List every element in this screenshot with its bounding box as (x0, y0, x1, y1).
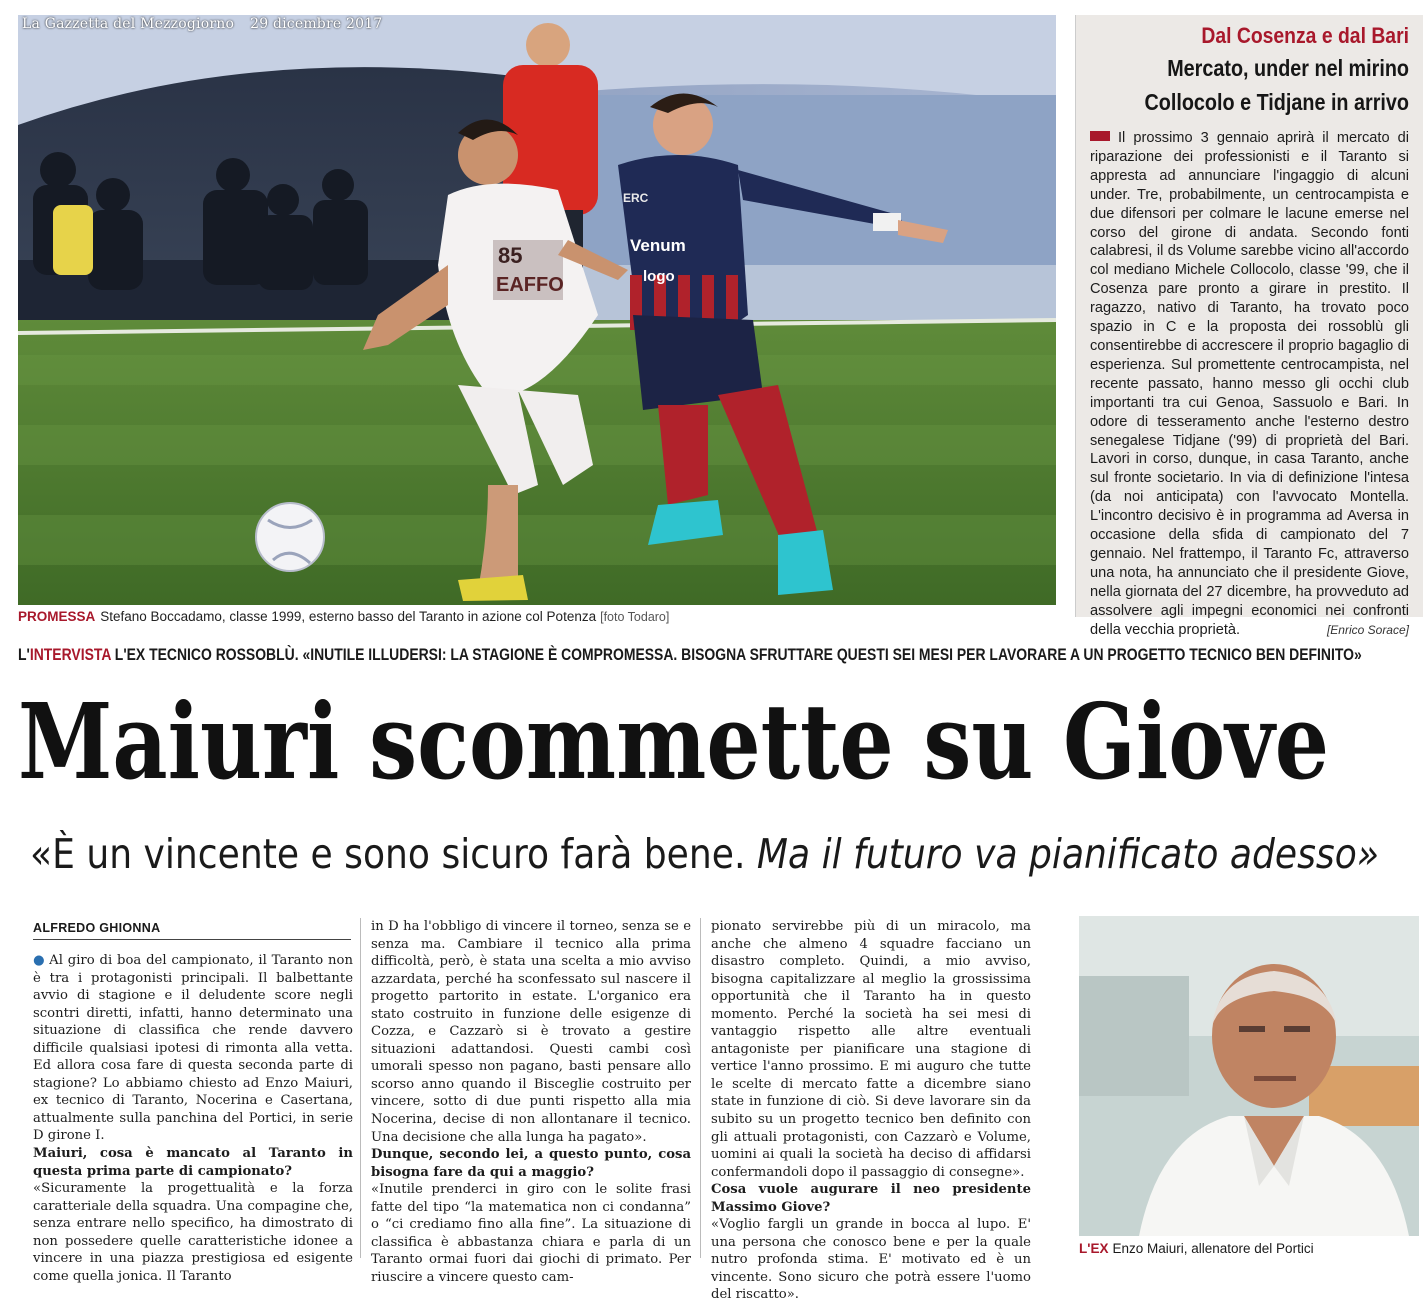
interview-question-1: Maiuri, cosa è mancato al Taranto in questa prima parte di campionato? (33, 1146, 353, 1179)
newspaper-name: La Gazzetta del Mezzogiorno (22, 16, 235, 32)
match-photo-illustration (18, 15, 1056, 605)
interview-question-2: Dunque, secondo lei, a questo punto, cosa bisogna fare da qui a maggio? (371, 1147, 691, 1180)
red-square-marker-icon (1090, 131, 1110, 141)
article-column-3 (711, 918, 1031, 1304)
article-column-1 (33, 952, 353, 1285)
portrait-caption-kicker: L'EX (1079, 1241, 1109, 1256)
subheadline (30, 826, 1403, 882)
masthead (22, 16, 382, 32)
bullet-icon: ● (33, 953, 46, 968)
jersey-sponsor-logo: logo (643, 268, 675, 285)
byline: ALFREDO GHIONNA (33, 921, 161, 935)
column-3-paragraph-2: «Voglio fargli un grande in bocca al lupo. E' una persona che conosco bene e per la quale nutro profonda stima. E' motivato ed è un vincente. Sono sicuro che potrà essere l'uomo del riscatto». (711, 1217, 1031, 1303)
portrait-photo (1079, 916, 1419, 1236)
sidebar-signature: [Enrico Sorace] (1326, 622, 1409, 637)
photo-credit: [foto Todaro] (600, 610, 670, 624)
photo-caption-text: Stefano Boccadamo, classe 1999, esterno basso del Taranto in azione col Potenza (100, 609, 597, 624)
column-2-paragraph-1: in D ha l'obbligo di vincere il torneo, senza se e senza ma. Cambiare il tecnico alla prima difficoltà, però, è stata una scelta a mio avviso azzardata, perché ha sconfessato sul nascere il progetto partorito in estate. L'organico era stato costruito in funzione delle esigenze di Cozza, e Cazzarò si è trovato a gestire situazioni adattandosi. Questi cambi così umorali spesso non pagano, basti pensare allo scorso anno quando il Bisceglie costruito per vincere, sotto di due punti rispetto alla mia Nocerina, decise di non allontanare il tecnico. Una decisione che alla lunga ha pagato». (371, 919, 691, 1145)
issue-date: 29 dicembre 2017 (250, 16, 383, 32)
interview-strap (18, 645, 1362, 665)
interview-question-3: Cosa vuole augurare il neo presidente Massimo Giove? (711, 1182, 1031, 1215)
photo-caption (18, 609, 1058, 624)
column-divider (360, 918, 361, 1258)
jersey-brand-erc: ERC (623, 191, 649, 205)
column-3-paragraph-1: pionato servirebbe più di un miracolo, ma anche che almeno 4 squadre facciano un disastro completo. Quindi, a mio avviso, bisogna capitalizzare al meglio la grossissima opportunità che il Taranto ha in questo momento. Perché la società ha sei mesi di vantaggio rispetto alle altre eventuali antagoniste per pianificare una stagione di vertice l'anno prossimo. E mi auguro che tutte le scelte di mercato fatte a dicembre siano state in funzione di ciò. Si deve lavorare sin da subito su un progetto tecnico ben definito con gli attuali protagonisti, con Cazzarò e Volume, uomini ai quali la società ha deciso di affidarsi confermandoli dopo il passaggio di consegne». (711, 919, 1031, 1180)
strap-label-tail: INTERVISTA (29, 645, 111, 664)
strap-label (18, 645, 111, 664)
column-2-paragraph-2: «Inutile prenderci in giro con le solite frasi fatte del tipo “la matematica non ci condanna” o “ci crediamo fino alla fine”. La situazione di classifica è abbastanza chiara e parla di un Taranto ormai fuori dai giochi di primato. Per riuscire a vincere questo cam- (371, 1182, 691, 1285)
subheadline-part-1: «È un vincente e sono sicuro farà bene. (30, 830, 746, 878)
strap-label-head: L' (18, 645, 30, 664)
portrait-caption-text: Enzo Maiuri, allenatore del Portici (1112, 1241, 1314, 1256)
column-divider (700, 918, 701, 1258)
subheadline-part-2: Ma il futuro va pianificato adesso» (756, 830, 1380, 878)
column-1-paragraph-1 (33, 952, 353, 1145)
column-1-paragraph-2: «Sicuramente la progettualità e la forza caratteriale della squadra. Una compagine che, senza entrare nello specifico, ha dimostrato di non possedere quelle caratteristiche idonee a vincere in una piazza prestigiosa ed esigente come quella jonica. Il Taranto (33, 1181, 353, 1284)
jersey-sponsor-eaffo: EAFFO (496, 274, 564, 296)
article-column-2 (371, 918, 691, 1286)
portrait-caption (1079, 1241, 1419, 1256)
byline-rule (33, 939, 351, 940)
match-photo (18, 15, 1056, 605)
headline: Maiuri scommette su Giove (18, 680, 1329, 803)
jersey-number-85: 85 (498, 243, 523, 268)
strap-text: L'EX TECNICO ROSSOBLÙ. «INUTILE ILLUDERSI: LA STAGIONE È COMPROMESSA. BISOGNA SFRUTTARE QUESTI SEI MESI PER LAVORARE A UN PROGETTO TECNICO BEN DEFINITO» (114, 645, 1362, 664)
photo-caption-kicker: PROMESSA (18, 609, 96, 624)
sidebar-title-line-1: Mercato, under nel mirino (1167, 55, 1409, 81)
sidebar-title-line-2: Collocolo e Tidjane in arrivo (1144, 89, 1409, 115)
sidebar-box (1075, 15, 1423, 638)
jersey-sponsor-venum: Venum (630, 236, 686, 255)
column-1-paragraph-1-text: Al giro di boa del campionato, il Taranto non è tra i protagonisti principali. Il balbettante avvio di stagione e il deludente score negli scontri diretti, infatti, hanno determinato una situazione di classifica che rende davvero difficile qualsiasi ipotesi di rimonta alla vetta. Ed allora cosa fare di questa seconda parte di stagione? Lo abbiamo chiesto ad Enzo Maiuri, ex tecnico di Taranto, Nocerina e Casertana, attualmente sulla panchina del Portici, in serie D girone I. (33, 953, 353, 1144)
portrait-illustration (1079, 916, 1419, 1236)
sidebar-kicker: Dal Cosenza e dal Bari (1201, 23, 1409, 48)
sidebar-body (1090, 129, 1409, 639)
sidebar-body-text: Il prossimo 3 gennaio aprirà il mercato di riparazione dei professionisti e il Taranto si appresta ad annunciare l'ingaggio di alcuni under. Tre, probabilmente, un centrocampista e due difensori per colmare le lacune emerse nel corso del girone di andata. Secondo fonti calabresi, il ds Volume sarebbe vicino all'accordo col mediano Michele Collocolo, classe '99, che il Cosenza pare pronto a girare in prestito. Il ragazzo, nativo di Taranto, ha trovato poco spazio in C e la proposta dei rossoblù gli consentirebbe di accrescere il proprio bagaglio di esperienza. Sul promettente centrocampista, nel recente passato, hanno messo gli occhi club importanti tra cui Genoa, Sassuolo e Bari. In odore di tesseramento anche l'esterno destro senegalese Tidjane ('99) di proprietà del Bari. Lavori in corso, dunque, in casa Taranto, anche sul fronte societario. In via di definizione l'intesa (da noi anticipata) con l'avvocato Montella. L'incontro decisivo è in programma ad Aversa in occasione della sfida di campionato del 7 gennaio. Nel frattempo, il Taranto Fc, attraverso una nota, ha annunciato che il presidente Giove, nella giornata del 27 dicembre, ha provveduto ad assolvere agli impegni economici nei confronti della vecchia proprietà. (1090, 130, 1409, 638)
